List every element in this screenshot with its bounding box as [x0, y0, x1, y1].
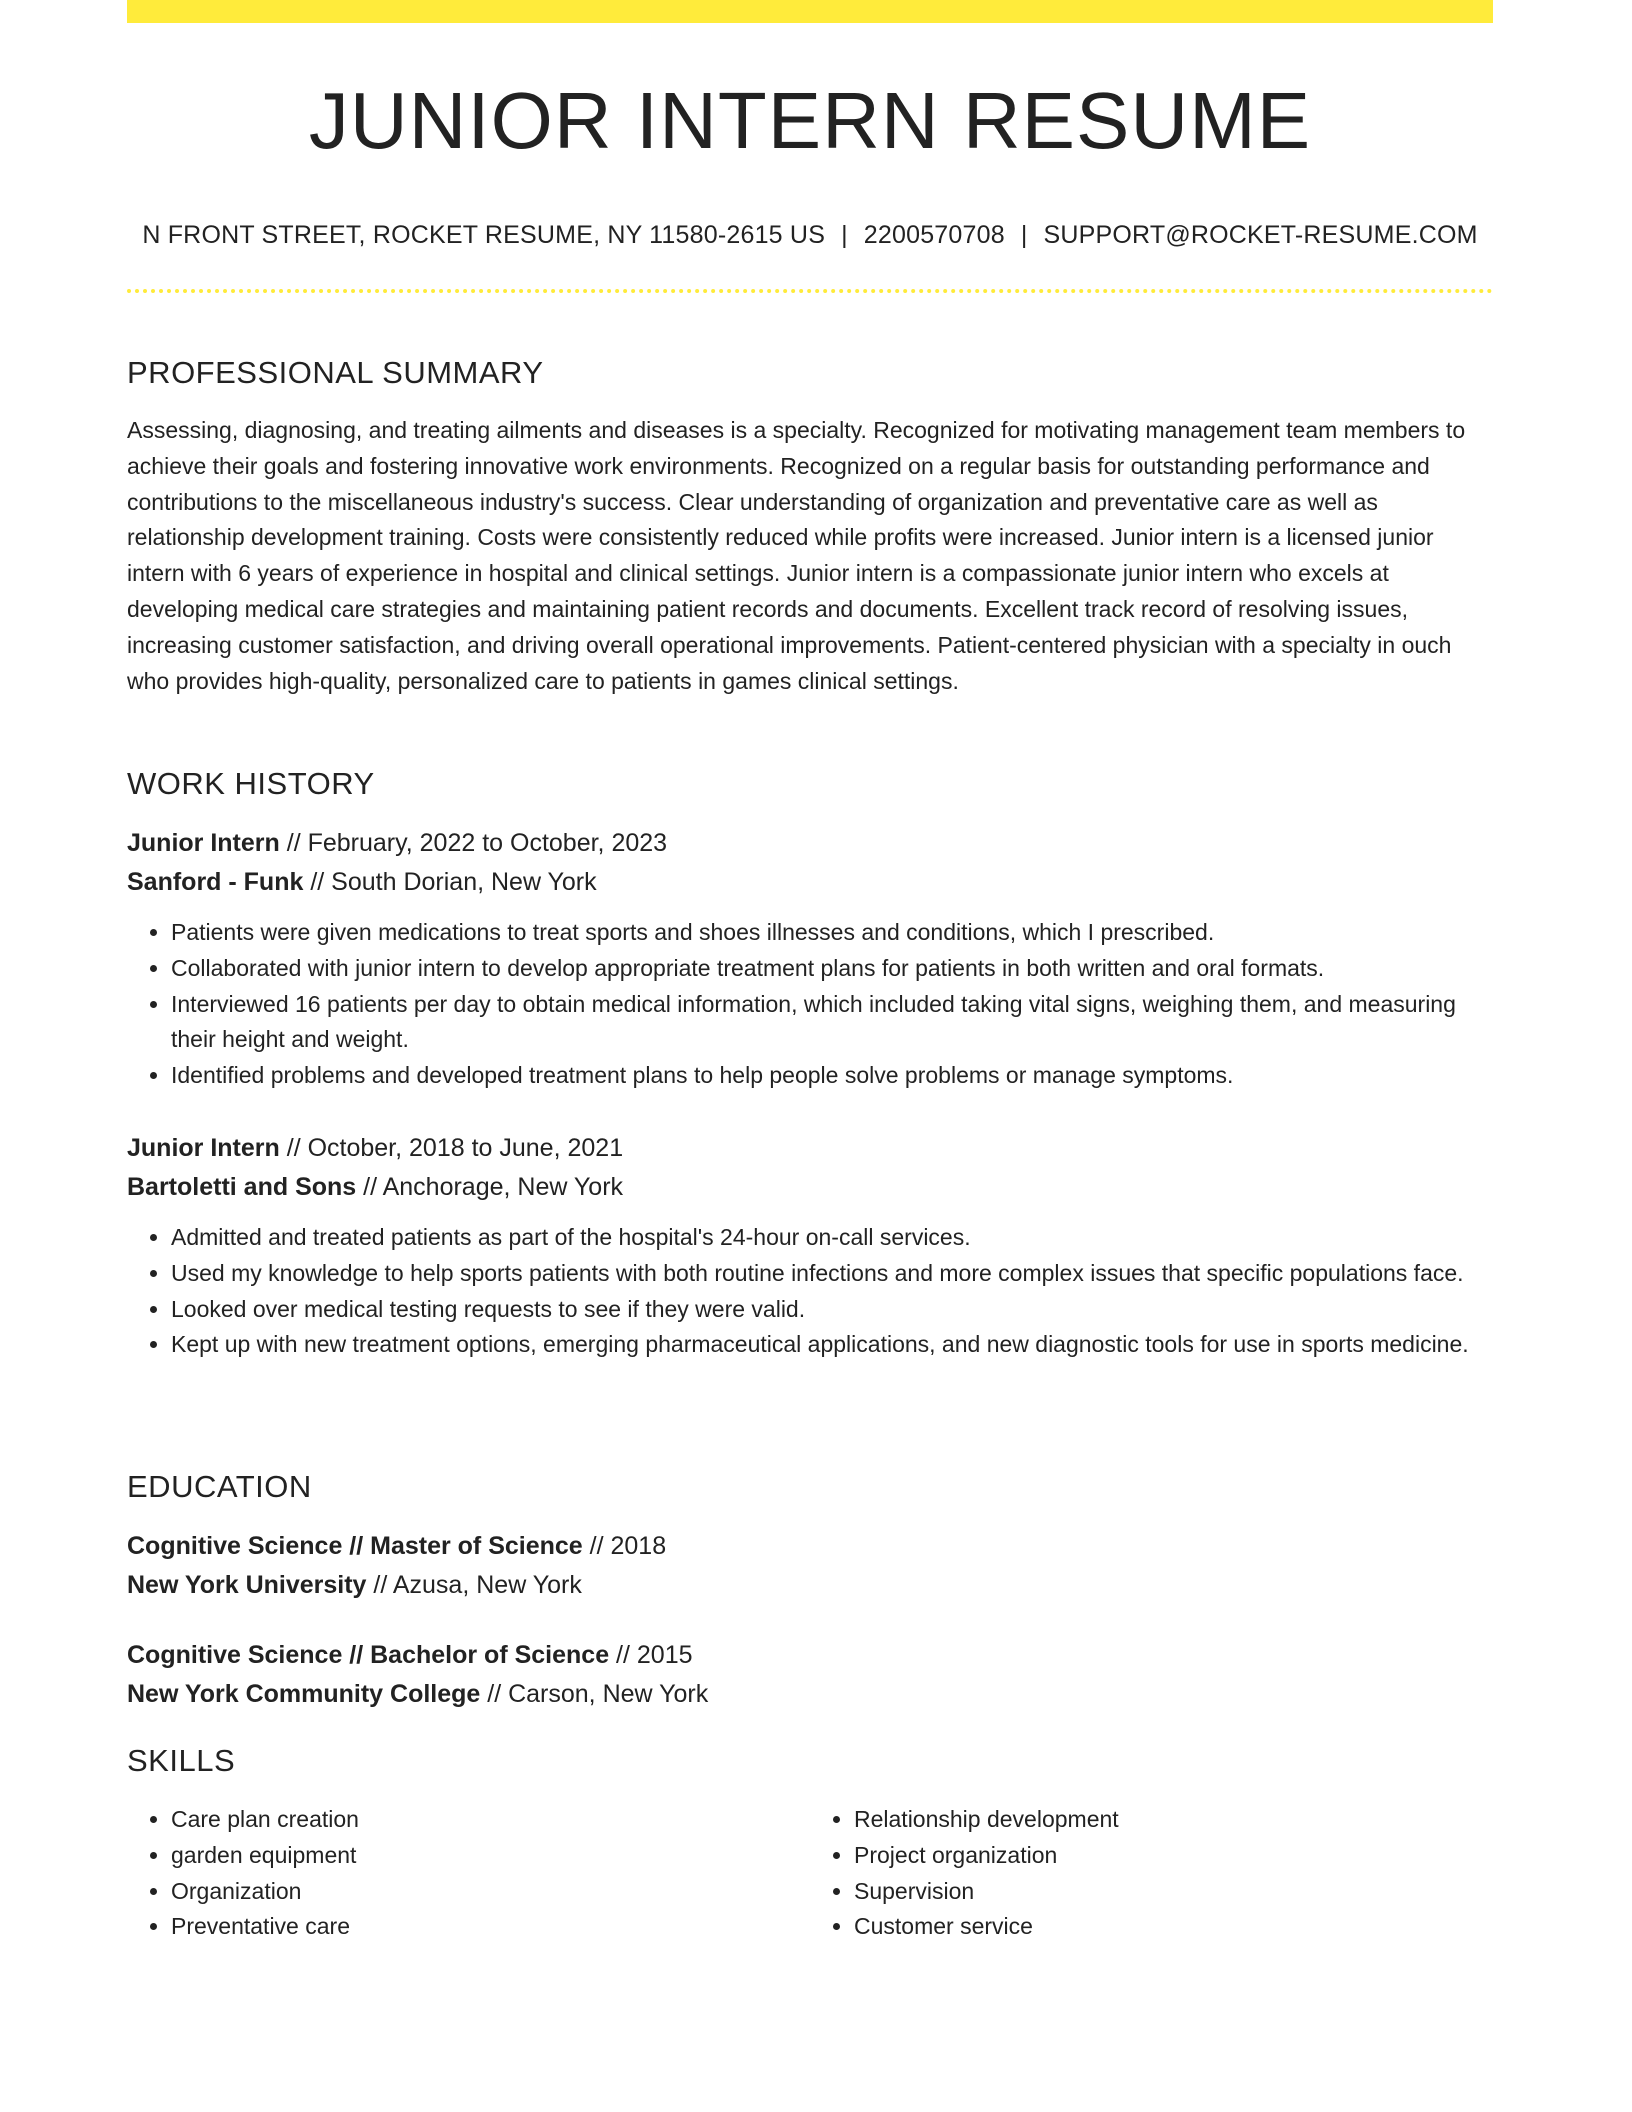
job-role-line: [127, 824, 1493, 863]
education-year: // 2015: [609, 1641, 693, 1669]
list-item: • Used my knowledge to help sports patients with both routine infections and more complex issues that specific populations face.: [171, 1256, 1493, 1292]
education-school-line: [127, 1675, 1493, 1714]
job-company-line: [127, 1168, 1493, 1207]
education-entry: [127, 1636, 1493, 1714]
education-degree-line: [127, 1527, 1493, 1566]
job-entry: [127, 1129, 1493, 1363]
summary-section: [127, 357, 1493, 699]
skill-item: • Preventative care: [171, 1909, 810, 1945]
list-item: • Collaborated with junior intern to develop appropriate treatment plans for patients in both written and oral formats.: [171, 951, 1493, 987]
education-degree-line: [127, 1636, 1493, 1675]
skill-item: • Care plan creation: [171, 1802, 810, 1838]
job-bullets: [127, 915, 1493, 1094]
education-school-line: [127, 1566, 1493, 1605]
skill-item: • Supervision: [854, 1874, 1493, 1910]
skills-section: [127, 1745, 1493, 1945]
section-title-summary: PROFESSIONAL SUMMARY: [127, 355, 544, 390]
skills-columns: [127, 1802, 1493, 1945]
list-item: • Interviewed 16 patients per day to obtain medical information, which included taking vital signs, weighing them, and measuring their height and weight.: [171, 987, 1493, 1059]
skill-item: • garden equipment: [171, 1838, 810, 1874]
contact-address: N FRONT STREET, ROCKET RESUME, NY 11580-2615 US: [142, 221, 826, 249]
list-item: • Identified problems and developed treatment plans to help people solve problems or manage symptoms.: [171, 1058, 1493, 1094]
job-role: Junior Intern: [127, 1134, 280, 1162]
education-school: New York University: [127, 1571, 367, 1599]
skill-item: • Organization: [171, 1874, 810, 1910]
education-degree: Cognitive Science // Master of Science: [127, 1532, 583, 1560]
job-company: Bartoletti and Sons: [127, 1173, 357, 1201]
accent-top-bar: [127, 0, 1493, 23]
education-degree: Cognitive Science // Bachelor of Science: [127, 1641, 610, 1669]
job-company-line: [127, 863, 1493, 902]
education-school: New York Community College: [127, 1680, 481, 1708]
job-dates: // February, 2022 to October, 2023: [279, 829, 668, 857]
skills-list-left: [127, 1802, 810, 1945]
skills-list-right: [810, 1802, 1493, 1945]
job-role: Junior Intern: [127, 829, 280, 857]
section-title-work: WORK HISTORY: [127, 766, 375, 801]
resume-title: JUNIOR INTERN RESUME: [308, 76, 1312, 165]
job-dates: // October, 2018 to June, 2021: [279, 1134, 624, 1162]
contact-separator: |: [1020, 221, 1028, 249]
list-item: • Kept up with new treatment options, emerging pharmaceutical applications, and new diagnostic tools for use in sports medicine.: [171, 1327, 1493, 1363]
education-location: // Carson, New York: [480, 1680, 709, 1708]
skill-item: • Relationship development: [854, 1802, 1493, 1838]
job-bullets: [127, 1220, 1493, 1363]
job-company: Sanford - Funk: [127, 868, 304, 896]
job-entry: [127, 824, 1493, 1094]
job-location: // South Dorian, New York: [303, 868, 597, 896]
job-location: // Anchorage, New York: [356, 1173, 624, 1201]
education-location: // Azusa, New York: [366, 1571, 582, 1599]
list-item: • Patients were given medications to treat sports and shoes illnesses and conditions, which I prescribed.: [171, 915, 1493, 951]
education-year: // 2018: [582, 1532, 667, 1560]
skill-item: • Customer service: [854, 1909, 1493, 1945]
list-item: • Looked over medical testing requests to see if they were valid.: [171, 1292, 1493, 1328]
dotted-divider: [127, 289, 1493, 293]
skill-item: • Project organization: [854, 1838, 1493, 1874]
section-title-skills: SKILLS: [127, 1743, 236, 1778]
contact-phone: 2200570708: [863, 221, 1005, 249]
education-section: [127, 1471, 1493, 1502]
education-entry: [127, 1527, 1493, 1605]
job-role-line: [127, 1129, 1493, 1168]
list-item: • Admitted and treated patients as part of the hospital's 24-hour on-call services.: [171, 1220, 1493, 1256]
contact-separator: |: [841, 221, 848, 249]
contact-email: SUPPORT@ROCKET-RESUME.COM: [1043, 221, 1478, 249]
contact-line: [127, 221, 1493, 250]
work-section: [127, 768, 1493, 799]
section-title-education: EDUCATION: [127, 1469, 312, 1504]
resume-page: [127, 0, 1493, 1940]
summary-text: Assessing, diagnosing, and treating ailments and diseases is a specialty. Recognized for motivating management team members to achieve their goals and fostering innovative work environments. Recognized on a regular basis for outstanding performance and contributions to the miscellaneous industry's success. Clear understanding of organization and preventative care as well as relationship development training. Costs were consistently reduced while profits were increased. Junior intern is a licensed junior intern with 6 years of experience in hospital and clinical settings. Junior intern is a compassionate junior intern who excels at developing medical care strategies and maintaining patient records and documents. Excellent track record of resolving issues, increasing customer satisfaction, and driving overall operational improvements. Patient-centered physician with a specialty in ouch who provides high-quality, personalized care to patients in games clinical settings.: [127, 417, 1466, 694]
